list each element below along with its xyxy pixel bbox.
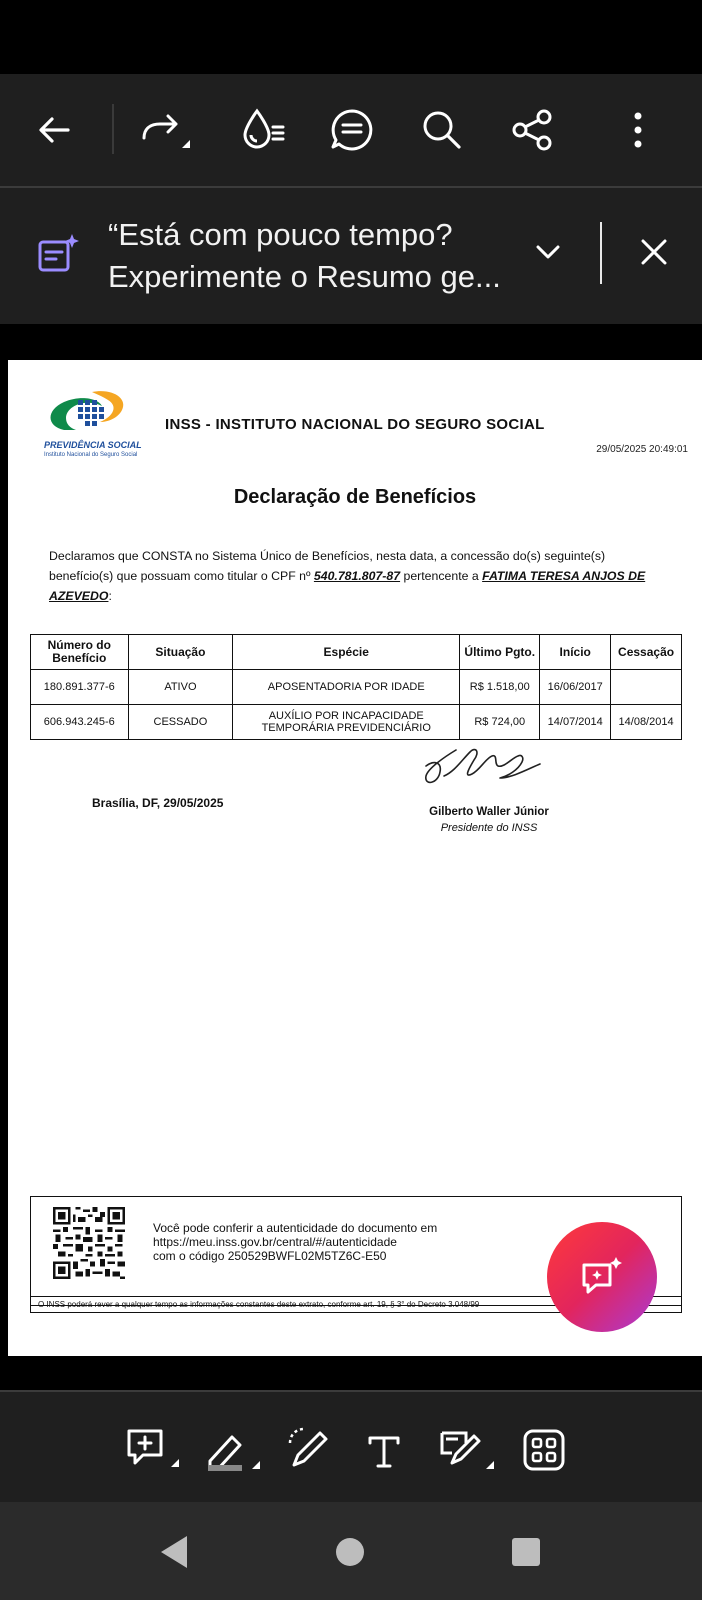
ai-summary-icon — [36, 232, 80, 276]
authenticity-text — [153, 1221, 437, 1263]
document-timestamp: 29/05/2025 20:49:01 — [596, 444, 688, 455]
cpf-number: 540.781.807-87 — [313, 569, 401, 583]
nav-recents-icon[interactable] — [498, 1524, 554, 1580]
color-drop-icon[interactable] — [234, 102, 290, 158]
col-header-number: Número do Benefício — [31, 635, 129, 670]
bottom-toolbar — [0, 1390, 702, 1502]
banner-message — [108, 214, 518, 298]
banner-line-2: Experimente o Resumo ge... — [108, 259, 501, 294]
col-header-last-payment: Último Pgto. — [460, 635, 540, 670]
toolbar-divider — [112, 104, 114, 154]
cell-number: 606.943.245-6 — [31, 705, 129, 740]
cell-last-payment: R$ 724,00 — [460, 705, 540, 740]
cell-start: 14/07/2014 — [540, 705, 611, 740]
paragraph-text-end: : — [108, 589, 112, 603]
ai-assistant-button[interactable] — [547, 1222, 657, 1332]
benefits-table — [30, 634, 682, 740]
col-header-status: Situação — [128, 635, 233, 670]
auth-code: com o código 250529BWFL02M5TZ6C-E50 — [153, 1249, 387, 1263]
declaration-paragraph — [49, 546, 669, 606]
status-bar — [0, 0, 702, 74]
previdencia-logo — [36, 386, 156, 462]
holder-name: FATIMA TERESA ANJOS DE AZEVEDO — [49, 569, 646, 603]
qr-code-icon — [53, 1207, 125, 1279]
auth-url[interactable]: https://meu.inss.gov.br/central/#/autenticidade — [153, 1235, 397, 1249]
nav-back-icon[interactable] — [146, 1524, 202, 1580]
draw-icon[interactable] — [280, 1422, 340, 1478]
cell-status: ATIVO — [128, 670, 233, 705]
share-icon[interactable] — [504, 102, 560, 158]
more-options-icon[interactable] — [610, 102, 666, 158]
add-comment-icon[interactable] — [122, 1422, 182, 1478]
system-navigation-bar — [0, 1502, 702, 1600]
expand-chevron-icon[interactable] — [524, 228, 572, 276]
document-title: Declaração de Benefícios — [233, 486, 477, 508]
col-header-type: Espécie — [233, 635, 460, 670]
handwritten-signature — [416, 736, 566, 800]
col-header-start: Início — [540, 635, 611, 670]
ai-chat-sparkle-icon — [578, 1253, 626, 1301]
cell-end — [611, 670, 682, 705]
cell-number: 180.891.377-6 — [31, 670, 129, 705]
table-header-row — [31, 635, 682, 670]
comments-icon[interactable] — [324, 102, 380, 158]
signer-role: Presidente do INSS — [440, 822, 538, 834]
logo-brand-text: PREVIDÊNCIA SOCIAL — [44, 440, 142, 450]
document-page — [8, 360, 702, 1356]
highlight-icon[interactable] — [202, 1422, 262, 1478]
search-icon[interactable] — [414, 102, 470, 158]
institution-name: INSS - INSTITUTO NACIONAL DO SEGURO SOCIAL — [165, 416, 545, 433]
cell-type: APOSENTADORIA POR IDADE — [233, 670, 460, 705]
table-row — [31, 705, 682, 740]
cell-status: CESSADO — [128, 705, 233, 740]
table-row — [31, 670, 682, 705]
text-icon[interactable] — [354, 1422, 414, 1478]
cell-type: AUXÍLIO POR INCAPACIDADE TEMPORÁRIA PREVIDENCIÁRIO — [233, 705, 460, 740]
sign-icon[interactable] — [436, 1422, 496, 1478]
logo-emblem-icon — [36, 386, 156, 438]
cell-start: 16/06/2017 — [540, 670, 611, 705]
auth-line-1: Você pode conferir a autenticidade do documento em — [153, 1221, 438, 1235]
top-toolbar — [0, 74, 702, 186]
signer-name: Gilberto Waller Júnior — [429, 806, 549, 818]
close-icon[interactable] — [630, 228, 678, 276]
logo-subtitle: Instituto Nacional do Seguro Social — [44, 452, 138, 458]
banner-divider — [600, 222, 602, 284]
paragraph-text-start: Declaramos que CONSTA no Sistema Único de Benefícios, nesta data, a concessão do(s) seguinte(s) benefício(s) que possuam como titular o CPF nº — [49, 549, 606, 583]
footer-note: O INSS poderá rever a qualquer tempo as informações constantes deste extrato, conforme art. 19, § 3° do Decreto 3.048/99 — [30, 1296, 682, 1313]
ai-summary-banner[interactable] — [0, 188, 702, 324]
nav-home-icon[interactable] — [322, 1524, 378, 1580]
cell-end: 14/08/2014 — [611, 705, 682, 740]
paragraph-text-mid: pertencente a — [400, 569, 483, 583]
share-forward-icon[interactable] — [136, 102, 192, 158]
place-and-date: Brasília, DF, 29/05/2025 — [92, 796, 224, 810]
more-tools-icon[interactable] — [514, 1422, 574, 1478]
back-arrow-icon[interactable] — [26, 102, 82, 158]
banner-line-1: “Está com pouco tempo? — [108, 217, 453, 252]
cell-last-payment: R$ 1.518,00 — [460, 670, 540, 705]
col-header-end: Cessação — [611, 635, 682, 670]
